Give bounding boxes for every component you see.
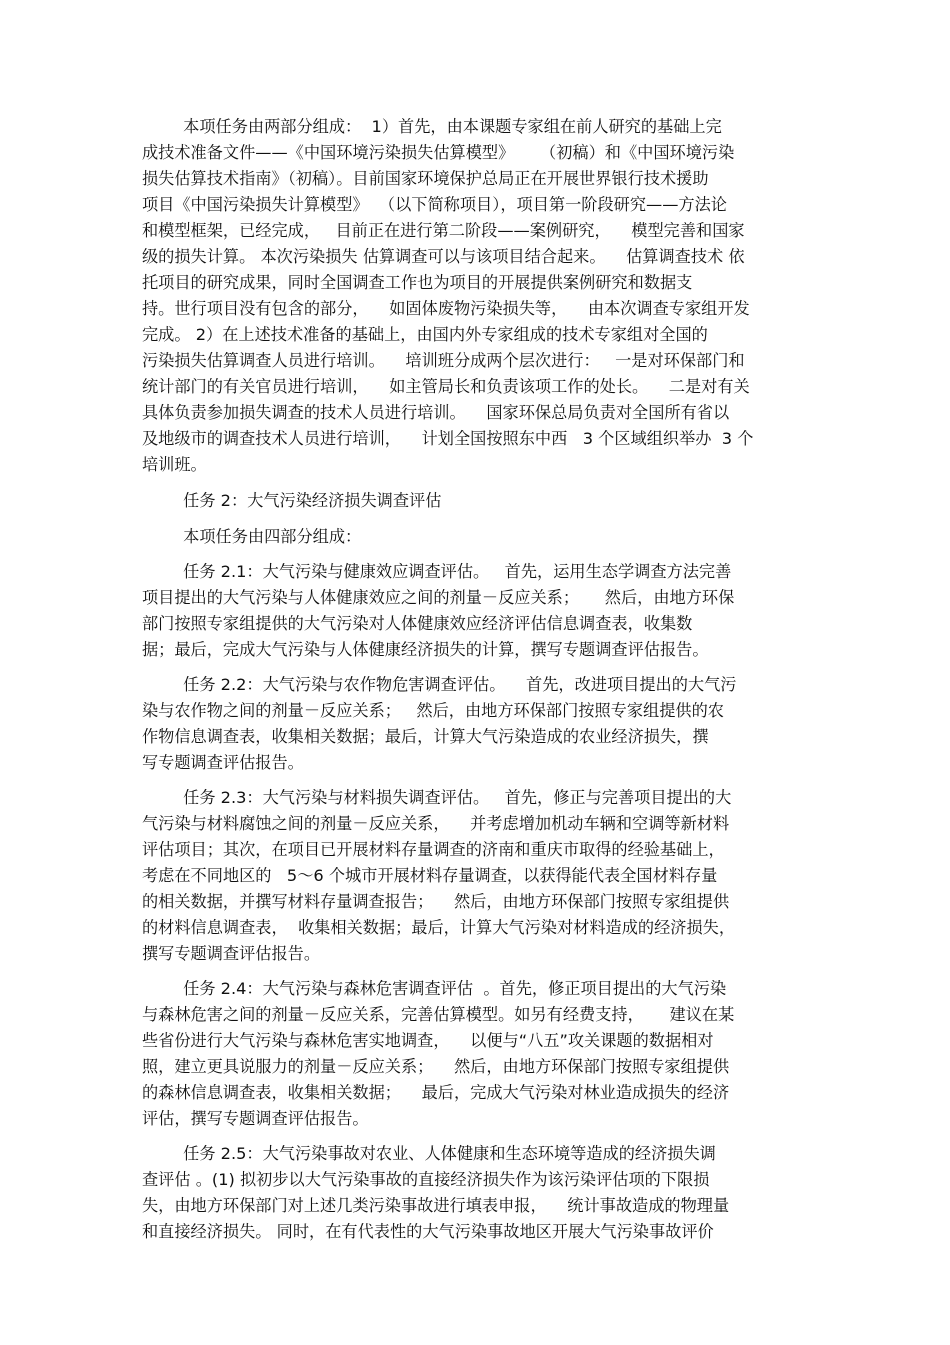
text-line: 气污染与材料腐蚀之间的剂量－反应关系， 并考虑增加机动车辆和空调等新材料 xyxy=(142,814,730,833)
text-line: 作物信息调查表，收集相关数据；最后，计算大气污染造成的农业经济损失，撰 xyxy=(142,727,709,746)
paragraph-gap xyxy=(142,514,810,524)
text-line: 具体负责参加损失调查的技术人员进行培训。 国家环保总局负责对全国所有省以 xyxy=(142,403,730,422)
text-line: 级的损失计算。 本次污染损失 估算调查可以与该项目结合起来。 估算调查技术 依 xyxy=(142,247,745,266)
paragraph-gap xyxy=(142,1132,810,1141)
text-line: 完成。 2）在上述技术准备的基础上，由国内外专家组成的技术专家组对全国的 xyxy=(142,325,708,344)
paragraph-task-2-5 xyxy=(142,1141,810,1245)
text-line: 的相关数据，并撰写材料存量调查报告； 然后，由地方环保部门按照专家组提供 xyxy=(142,892,730,911)
paragraph-task2-intro xyxy=(142,524,810,550)
text-line: 和直接经济损失。 同时，在有代表性的大气污染事故地区开展大气污染事故评价 xyxy=(142,1222,714,1241)
text-line: 部门按照专家组提供的大气污染对人体健康效应经济评估信息调查表，收集数 xyxy=(142,614,693,633)
text-line: 托项目的研究成果，同时全国调查工作也为项目的开展提供案例研究和数据支 xyxy=(142,273,693,292)
text-line: 与森林危害之间的剂量－反应关系，完善估算模型。如另有经费支持， 建议在某 xyxy=(142,1005,735,1024)
text-line: 的材料信息调查表， 收集相关数据；最后，计算大气污染对材料造成的经济损失， xyxy=(142,918,736,937)
paragraph-gap xyxy=(142,967,810,976)
paragraph-task-2-3 xyxy=(142,785,810,967)
text-line: 写专题调查评估报告。 xyxy=(142,753,304,772)
text-line: 污染损失估算调查人员进行培训。 培训班分成两个层次进行： 一是对环保部门和 xyxy=(142,351,745,370)
text-line: 些省份进行大气污染与森林危害实地调查， 以便与“八五”攻关课题的数据相对 xyxy=(142,1031,714,1050)
text-line: 任务 2.5：大气污染事故对农业、人体健康和生态环境等造成的经济损失调 xyxy=(142,1144,716,1163)
text-line: 任务 2：大气污染经济损失调查评估 xyxy=(142,491,442,510)
text-line: 考虑在不同地区的 5～6 个城市开展材料存量调查，以获得能代表全国材料存量 xyxy=(142,866,718,885)
text-line: 失，由地方环保部门对上述几类污染事故进行填表申报， 统计事故造成的物理量 xyxy=(142,1196,730,1215)
text-line: 染与农作物之间的剂量－反应关系； 然后，由地方环保部门按照专家组提供的农 xyxy=(142,701,724,720)
text-line: 持。世行项目没有包含的部分， 如固体废物污染损失等， 由本次调查专家组开发 xyxy=(142,299,750,318)
text-line: 任务 2.2：大气污染与农作物危害调查评估。 首先，改进项目提出的大气污 xyxy=(142,675,737,694)
text-line: 统计部门的有关官员进行培训， 如主管局长和负责该项工作的处长。 二是对有关 xyxy=(142,377,750,396)
text-line: 本项任务由两部分组成： 1）首先，由本课题专家组在前人研究的基础上完 xyxy=(142,117,722,136)
text-line: 项目提出的大气污染与人体健康效应之间的剂量－反应关系； 然后，由地方环保 xyxy=(142,588,735,607)
paragraph-intro xyxy=(142,114,810,478)
text-line: 评估，撰写专题调查评估报告。 xyxy=(142,1109,369,1128)
paragraph-task-2-4 xyxy=(142,976,810,1132)
text-line: 及地级市的调查技术人员进行培训， 计划全国按照东中西 3 个区域组织举办 3 个 xyxy=(142,429,754,448)
paragraph-task2-heading xyxy=(142,488,810,514)
paragraph-gap xyxy=(142,478,810,488)
text-line: 成技术准备文件——《中国环境污染损失估算模型》 （初稿）和《中国环境污染 xyxy=(142,143,735,162)
paragraph-gap xyxy=(142,663,810,672)
text-line: 的森林信息调查表，收集相关数据； 最后，完成大气污染对林业造成损失的经济 xyxy=(142,1083,730,1102)
text-line: 撰写专题调查评估报告。 xyxy=(142,944,321,963)
text-line: 项目《中国污染损失计算模型》 （以下简称项目），项目第一阶段研究——方法论 xyxy=(142,195,727,214)
paragraph-task-2-2 xyxy=(142,672,810,776)
text-line: 损失估算技术指南》（初稿）。目前国家环境保护总局正在开展世界银行技术援助 xyxy=(142,169,709,188)
paragraph-gap xyxy=(142,550,810,559)
text-line: 任务 2.3：大气污染与材料损失调查评估。 首先，修正与完善项目提出的大 xyxy=(142,788,732,807)
paragraph-task-2-1 xyxy=(142,559,810,663)
text-line: 照，建立更具说服力的剂量－反应关系； 然后，由地方环保部门按照专家组提供 xyxy=(142,1057,730,1076)
text-line: 培训班。 xyxy=(142,455,207,474)
text-line: 评估项目；其次，在项目已开展材料存量调查的济南和重庆市取得的经验基础上， xyxy=(142,840,725,859)
text-line: 任务 2.4：大气污染与森林危害调查评估 。首先，修正项目提出的大气污染 xyxy=(142,979,727,998)
text-line: 据；最后，完成大气污染与人体健康经济损失的计算，撰写专题调查评估报告。 xyxy=(142,640,709,659)
document-body xyxy=(142,114,810,1245)
text-line: 任务 2.1：大气污染与健康效应调查评估。 首先，运用生态学调查方法完善 xyxy=(142,562,732,581)
text-line: 本项任务由四部分组成： xyxy=(142,527,362,546)
text-line: 查评估 。(1) 拟初步以大气污染事故的直接经济损失作为该污染评估项的下限损 xyxy=(142,1170,710,1189)
paragraph-gap xyxy=(142,776,810,785)
text-line: 和模型框架，已经完成， 目前正在进行第二阶段——案例研究， 模型完善和国家 xyxy=(142,221,745,240)
